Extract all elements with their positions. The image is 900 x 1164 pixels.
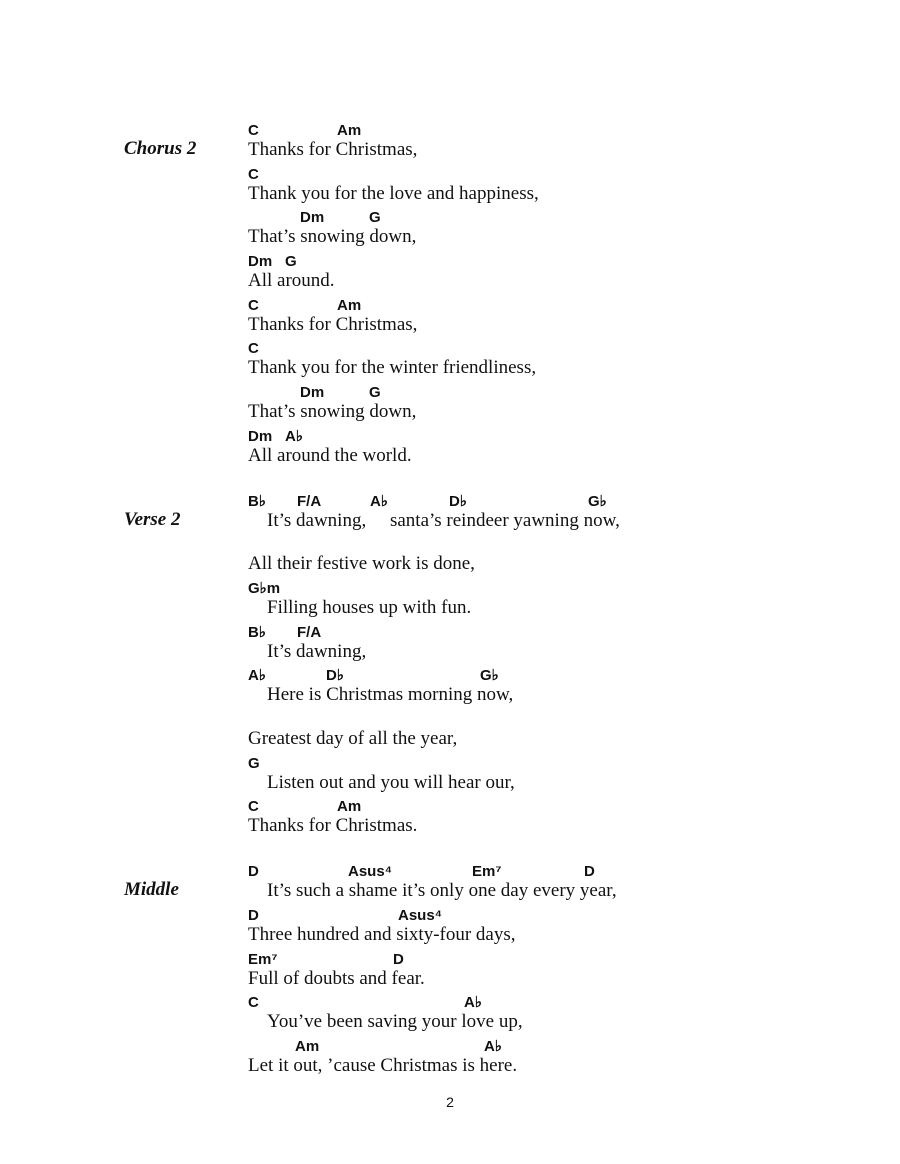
lyric-line bbox=[248, 122, 868, 166]
chord: Asus⁴ bbox=[348, 863, 393, 880]
section-label-middle: Middle bbox=[124, 879, 179, 900]
chord: B♭ bbox=[248, 624, 266, 641]
chord: Em⁷ bbox=[472, 863, 502, 880]
lyric-text: Full of doubts and fear. bbox=[248, 968, 425, 989]
lyric-text: Thanks for Christmas, bbox=[248, 139, 418, 160]
page-number: 2 bbox=[446, 1094, 454, 1110]
lyric-text: All their festive work is done, bbox=[248, 553, 475, 574]
chord: Asus⁴ bbox=[398, 907, 443, 924]
lyric-line bbox=[248, 1038, 868, 1082]
lyric-line bbox=[248, 798, 868, 842]
chord: A♭ bbox=[484, 1038, 502, 1055]
lyric-text: All around the world. bbox=[248, 445, 412, 466]
lyric-text: Let it out, ’cause Christmas is here. bbox=[248, 1055, 518, 1076]
lyric-line bbox=[248, 580, 868, 624]
lyric-text: Filling houses up with fun. bbox=[267, 597, 472, 618]
chord: Dm bbox=[300, 384, 325, 401]
chord: B♭ bbox=[248, 493, 266, 510]
chord: D bbox=[248, 863, 259, 880]
lyric-line bbox=[248, 253, 868, 297]
section-label-chorus-2: Chorus 2 bbox=[124, 138, 197, 159]
chord: C bbox=[248, 122, 259, 139]
lyric-line bbox=[248, 384, 868, 428]
chord: G bbox=[248, 755, 260, 772]
lyric-line bbox=[248, 755, 868, 799]
section-label-verse-2: Verse 2 bbox=[124, 509, 181, 530]
lyric-text: Listen out and you will hear our, bbox=[267, 772, 515, 793]
lyric-line bbox=[248, 907, 868, 951]
lyric-text: Thank you for the love and happiness, bbox=[248, 183, 539, 204]
chord: Dm bbox=[248, 253, 273, 270]
chord: D bbox=[584, 863, 595, 880]
lyric-line bbox=[248, 863, 868, 907]
chord: Am bbox=[295, 1038, 320, 1055]
lyric-line bbox=[248, 994, 868, 1038]
chord: Am bbox=[337, 297, 362, 314]
lyric-line bbox=[248, 536, 868, 580]
chord: Dm bbox=[248, 428, 273, 445]
chord: C bbox=[248, 340, 259, 357]
chord: A♭ bbox=[285, 428, 303, 445]
chord: G♭ bbox=[480, 667, 499, 684]
lyric-text: All around. bbox=[248, 270, 335, 291]
chord: D♭ bbox=[326, 667, 344, 684]
lyric-line bbox=[248, 711, 868, 755]
lyric-text: Thanks for Christmas. bbox=[248, 815, 418, 836]
chord: C bbox=[248, 994, 259, 1011]
lyric-text: Thank you for the winter friendliness, bbox=[248, 357, 537, 378]
chord: D bbox=[248, 907, 259, 924]
chord: Am bbox=[337, 798, 362, 815]
chord: A♭ bbox=[370, 493, 388, 510]
chord: C bbox=[248, 798, 259, 815]
chord: Dm bbox=[300, 209, 325, 226]
lyric-text: Three hundred and sixty-four days, bbox=[248, 924, 516, 945]
lyric-line bbox=[248, 340, 868, 384]
chord: G bbox=[285, 253, 297, 270]
lyric-text: Greatest day of all the year, bbox=[248, 728, 458, 749]
lyric-line bbox=[248, 493, 868, 537]
lyric-text: That’s snowing down, bbox=[248, 226, 417, 247]
lyric-line bbox=[248, 297, 868, 341]
lyric-line bbox=[248, 667, 868, 711]
lyric-line bbox=[248, 428, 868, 472]
lyric-line bbox=[248, 951, 868, 995]
chord: D bbox=[393, 951, 404, 968]
lyric-text: That’s snowing down, bbox=[248, 401, 417, 422]
chord: Em⁷ bbox=[248, 951, 278, 968]
chord: G bbox=[369, 384, 381, 401]
chord: Am bbox=[337, 122, 362, 139]
lyric-line bbox=[248, 166, 868, 210]
lyric-text: It’s dawning, santa’s reindeer yawning now, bbox=[267, 510, 620, 531]
lyric-line bbox=[248, 209, 868, 253]
chord: G♭ bbox=[588, 493, 607, 510]
chord: G bbox=[369, 209, 381, 226]
chord: C bbox=[248, 297, 259, 314]
chord: A♭ bbox=[248, 667, 266, 684]
lyric-text: It’s such a shame it’s only one day every year, bbox=[267, 880, 617, 901]
chord: G♭m bbox=[248, 580, 281, 597]
lyric-text: Thanks for Christmas, bbox=[248, 314, 418, 335]
chord: A♭ bbox=[464, 994, 482, 1011]
lyric-text: You’ve been saving your love up, bbox=[267, 1011, 523, 1032]
lyric-text: It’s dawning, bbox=[267, 641, 367, 662]
chord: D♭ bbox=[449, 493, 467, 510]
lyric-text: Here is Christmas morning now, bbox=[267, 684, 514, 705]
chord: F/A bbox=[297, 493, 322, 510]
chord: C bbox=[248, 166, 259, 183]
lyric-line bbox=[248, 624, 868, 668]
chord: F/A bbox=[297, 624, 322, 641]
